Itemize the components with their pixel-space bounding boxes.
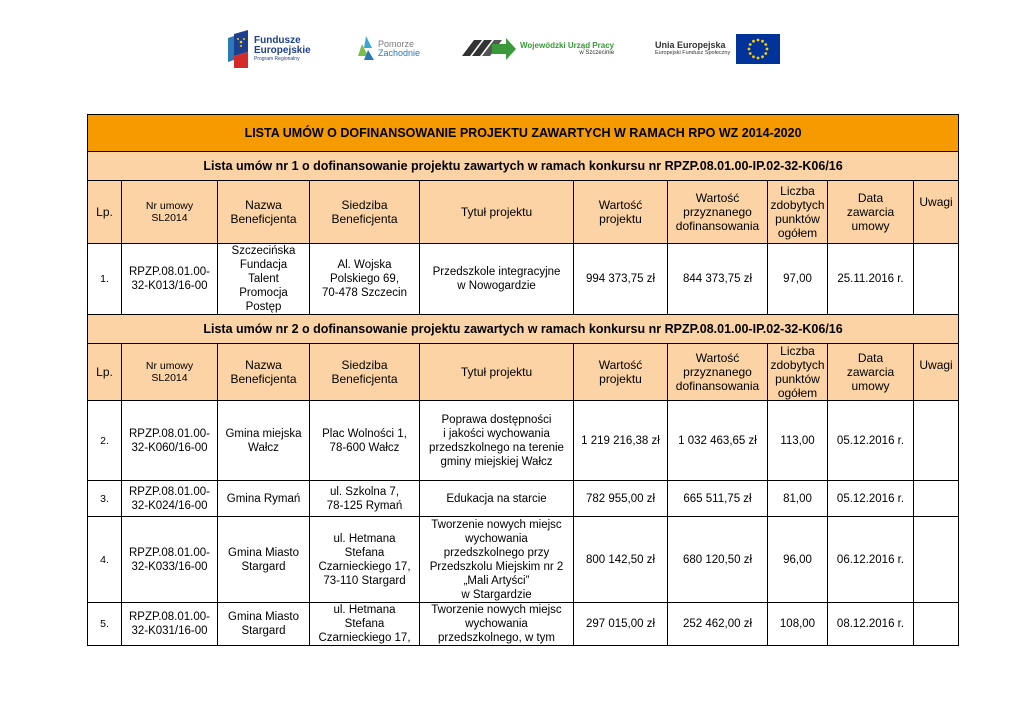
cell-data: 05.12.2016 r.	[828, 481, 914, 517]
cell-nr-umowy: RPZP.08.01.00- 32-K060/16-00	[122, 401, 218, 481]
wup-line2: w Szczecinie	[579, 50, 615, 57]
cell-nazwa: Gmina miejska Wałcz	[218, 401, 310, 481]
header-tytul: Tytuł projektu	[420, 181, 574, 244]
cell-wartosc: 782 955,00 zł	[574, 481, 668, 517]
cell-dofinansowanie: 680 120,50 zł	[668, 517, 768, 603]
cell-lp: 5.	[88, 603, 122, 646]
section-title-row	[88, 315, 959, 344]
cell-tytul: Tworzenie nowych miejsc wychowania przedszkolnego przy Przedszkolu Miejskim nr 2 „Mali Artyści” w Stargardzie	[420, 517, 574, 603]
cell-tytul: Poprawa dostępności i jakości wychowania przedszkolnego na terenie gminy miejskiej Wałcz	[420, 401, 574, 481]
cell-siedziba: ul. Szkolna 7, 78-125 Rymań	[310, 481, 420, 517]
header-uwagi: Uwagi	[914, 181, 959, 244]
cell-uwagi	[914, 517, 959, 603]
cell-nr-umowy: RPZP.08.01.00- 32-K031/16-00	[122, 603, 218, 646]
header-dofinansowanie: Wartość przyznanego dofinansowania	[668, 181, 768, 244]
cell-siedziba: Plac Wolności 1, 78-600 Wałcz	[310, 401, 420, 481]
cell-wartosc: 1 219 216,38 zł	[574, 401, 668, 481]
wup-line1: Wojewódzki Urząd Pracy	[520, 40, 615, 50]
header-nazwa: Nazwa Beneficjenta	[218, 344, 310, 401]
pomorze-zachodnie-logo	[356, 26, 420, 72]
table-row	[88, 603, 959, 646]
cell-punkty: 113,00	[768, 401, 828, 481]
fundusze-europejskie-logo	[228, 26, 311, 72]
header-nr-umowy: Nr umowy SL2014	[122, 344, 218, 401]
cell-tytul: Edukacja na starcie	[420, 481, 574, 517]
cell-nazwa: Gmina Rymań	[218, 481, 310, 517]
cell-siedziba: ul. Hetmana Stefana Czarnieckiego 17,	[310, 603, 420, 646]
cell-dofinansowanie: 252 462,00 zł	[668, 603, 768, 646]
contracts-table	[87, 114, 959, 646]
cell-data: 05.12.2016 r.	[828, 401, 914, 481]
header-row	[88, 181, 959, 244]
cell-wartosc: 297 015,00 zł	[574, 603, 668, 646]
fe-line1: Fundusze	[254, 34, 301, 46]
cell-lp: 3.	[88, 481, 122, 517]
header-data: Data zawarcia umowy	[828, 181, 914, 244]
header-data: Data zawarcia umowy	[828, 344, 914, 401]
eu-flag-icon	[736, 34, 780, 64]
cell-lp: 1.	[88, 244, 122, 315]
cell-nr-umowy: RPZP.08.01.00- 32-K013/16-00	[122, 244, 218, 315]
cell-nr-umowy: RPZP.08.01.00- 32-K024/16-00	[122, 481, 218, 517]
cell-uwagi	[914, 481, 959, 517]
cell-nr-umowy: RPZP.08.01.00- 32-K033/16-00	[122, 517, 218, 603]
cell-data: 25.11.2016 r.	[828, 244, 914, 315]
header-siedziba: Siedziba Beneficjenta	[310, 181, 420, 244]
logo-bar	[0, 26, 1024, 72]
cell-wartosc: 994 373,75 zł	[574, 244, 668, 315]
header-lp: Lp.	[88, 344, 122, 401]
pz-line2: Zachodnie	[378, 48, 421, 58]
header-wartosc: Wartość projektu	[574, 181, 668, 244]
cell-uwagi	[914, 603, 959, 646]
header-uwagi: Uwagi	[914, 344, 959, 401]
header-punkty: Liczba zdobytych punktów ogółem	[768, 181, 828, 244]
header-nr-umowy: Nr umowy SL2014	[122, 181, 218, 244]
pz-line1: Pomorze	[378, 38, 415, 49]
header-dofinansowanie: Wartość przyznanego dofinansowania	[668, 344, 768, 401]
header-tytul: Tytuł projektu	[420, 344, 574, 401]
ue-line2: Europejski Fundusz Społeczny	[655, 49, 731, 56]
cell-lp: 4.	[88, 517, 122, 603]
cell-tytul: Tworzenie nowych miejsc wychowania przedszkolnego, w tym	[420, 603, 574, 646]
cell-nazwa: Gmina Miasto Stargard	[218, 517, 310, 603]
cell-dofinansowanie: 1 032 463,65 zł	[668, 401, 768, 481]
header-row	[88, 344, 959, 401]
cell-punkty: 97,00	[768, 244, 828, 315]
cell-punkty: 96,00	[768, 517, 828, 603]
table-title: LISTA UMÓW O DOFINANSOWANIE PROJEKTU ZAWARTYCH W RAMACH RPO WZ 2014-2020	[88, 115, 959, 152]
header-nazwa: Nazwa Beneficjenta	[218, 181, 310, 244]
wup-arrow-icon	[462, 34, 516, 64]
header-siedziba: Siedziba Beneficjenta	[310, 344, 420, 401]
fe-line2: Europejskie	[254, 45, 311, 57]
cell-wartosc: 800 142,50 zł	[574, 517, 668, 603]
cell-data: 06.12.2016 r.	[828, 517, 914, 603]
header-lp: Lp.	[88, 181, 122, 244]
fe-flag-icon	[228, 30, 250, 68]
wup-logo	[462, 26, 614, 72]
cell-punkty: 108,00	[768, 603, 828, 646]
cell-siedziba: Al. Wojska Polskiego 69, 70-478 Szczecin	[310, 244, 420, 315]
table-row	[88, 517, 959, 603]
cell-lp: 2.	[88, 401, 122, 481]
section-title-row	[88, 152, 959, 181]
unia-europejska-logo	[655, 26, 780, 72]
cell-uwagi	[914, 401, 959, 481]
pz-sail-icon	[356, 34, 376, 64]
section-title: Lista umów nr 1 o dofinansowanie projektu zawartych w ramach konkursu nr RPZP.08.01.00-IP.02-32-K06/16	[88, 152, 959, 181]
table-row	[88, 244, 959, 315]
cell-uwagi	[914, 244, 959, 315]
cell-dofinansowanie: 665 511,75 zł	[668, 481, 768, 517]
cell-siedziba: ul. Hetmana Stefana Czarnieckiego 17, 73-110 Stargard	[310, 517, 420, 603]
ue-line1: Unia Europejska	[655, 40, 726, 51]
cell-data: 08.12.2016 r.	[828, 603, 914, 646]
cell-nazwa: Szczecińska Fundacja Talent Promocja Postęp	[218, 244, 310, 315]
section-title: Lista umów nr 2 o dofinansowanie projektu zawartych w ramach konkursu nr RPZP.08.01.00-IP.02-32-K06/16	[88, 315, 959, 344]
header-punkty: Liczba zdobytych punktów ogółem	[768, 344, 828, 401]
cell-tytul: Przedszkole integracyjne w Nowogardzie	[420, 244, 574, 315]
cell-nazwa: Gmina Miasto Stargard	[218, 603, 310, 646]
cell-punkty: 81,00	[768, 481, 828, 517]
cell-dofinansowanie: 844 373,75 zł	[668, 244, 768, 315]
header-wartosc: Wartość projektu	[574, 344, 668, 401]
fe-line3: Program Regionalny	[254, 55, 300, 62]
table-row	[88, 481, 959, 517]
table-row	[88, 401, 959, 481]
